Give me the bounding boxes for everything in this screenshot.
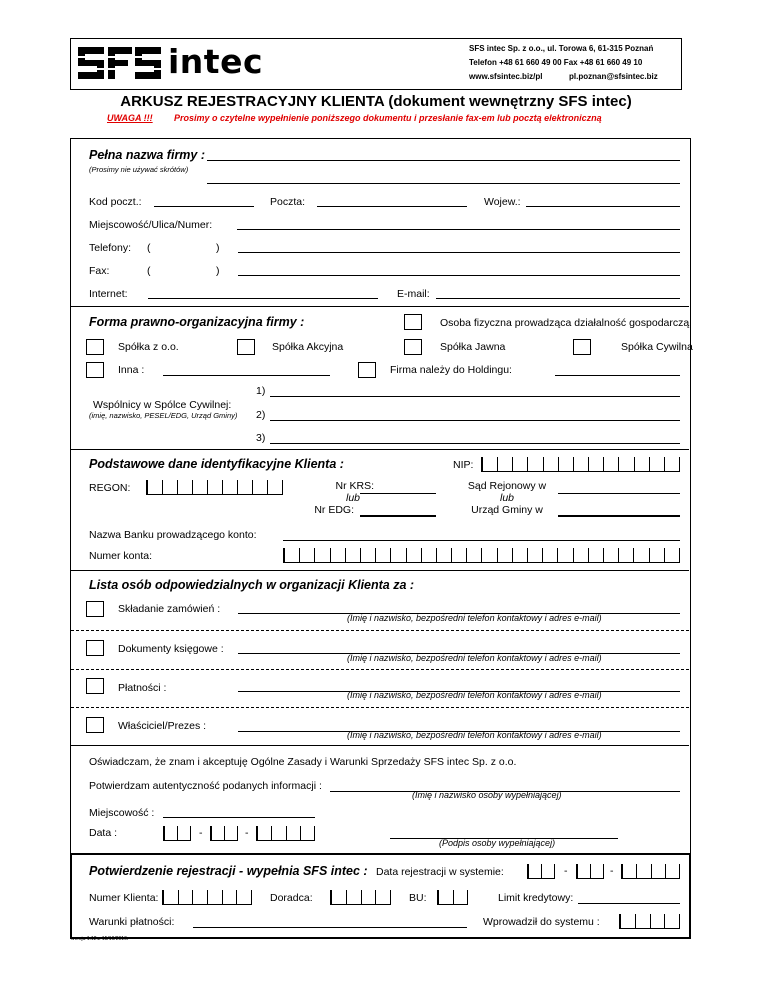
holding-checkbox[interactable] <box>358 362 376 378</box>
payments-hint: (Imię i nazwisko, bezpośredni telefon kontaktowy i adres e-mail) <box>347 690 602 700</box>
partner-field-1[interactable] <box>270 396 680 397</box>
postcode-field[interactable] <box>154 206 254 207</box>
partner-num-3: 3) <box>256 432 266 444</box>
company-email[interactable]: pl.poznan@sfsintec.biz <box>569 72 658 81</box>
address-field[interactable] <box>237 229 680 230</box>
payment-field[interactable] <box>193 927 467 928</box>
phone-label: Telefony: <box>89 242 132 254</box>
internet-label: Internet: <box>89 288 128 300</box>
declaration-statement: Oświadczam, że znam i akceptuję Ogólne Zasady i Warunki Sprzedaży SFS intec Sp. z o.o. <box>89 756 517 768</box>
payments-checkbox[interactable] <box>86 678 104 694</box>
advisor-label: Doradca: <box>270 892 313 904</box>
civil-partnership-checkbox[interactable] <box>573 339 591 355</box>
confirm-label: Potwierdzam autentyczność podanych informacji : <box>89 780 322 792</box>
general-partnership-label: Spółka Jawna <box>440 341 506 353</box>
nip-label: NIP: <box>453 459 474 471</box>
gmina-field[interactable] <box>558 515 680 517</box>
llc-checkbox[interactable] <box>86 339 104 355</box>
entered-label: Wprowadził do systemu : <box>483 916 600 928</box>
persons-divider <box>71 630 689 631</box>
orders-hint: (Imię i nazwisko, bezpośredni telefon kontaktowy i adres e-mail) <box>347 613 602 623</box>
full-name-hint: (Prosimy nie używać skrótów) <box>89 165 189 174</box>
company-address: SFS intec Sp. z o.o., ul. Torowa 6, 61-315 Poznań <box>469 44 654 53</box>
warning-label: UWAGA !!! <box>107 113 153 123</box>
logo-wordmark: intec <box>168 42 264 81</box>
court-field[interactable] <box>558 493 680 494</box>
warning-text: Prosimy o czytelne wypełnienie poniższego dokumentu i przesłanie fax-em lub pocztą elektroniczną <box>174 113 602 123</box>
full-name-label: Pełna nazwa firmy : <box>89 148 206 162</box>
account-field[interactable] <box>283 548 680 563</box>
date-month-field[interactable] <box>210 826 238 841</box>
full-name-field-1[interactable] <box>207 160 680 161</box>
full-name-field-2[interactable] <box>207 183 680 184</box>
orders-checkbox[interactable] <box>86 601 104 617</box>
advisor-field[interactable] <box>330 890 391 905</box>
account-label: Numer konta: <box>89 550 153 562</box>
phone-close-paren: ) <box>216 242 220 254</box>
email-field[interactable] <box>436 298 680 299</box>
entered-field[interactable] <box>619 914 680 929</box>
accounting-checkbox[interactable] <box>86 640 104 656</box>
owner-hint: (Imię i nazwisko, bezpośredni telefon kontaktowy i adres e-mail) <box>347 730 602 740</box>
divider <box>71 449 689 450</box>
owner-label: Właściciel/Prezes : <box>118 720 207 732</box>
holding-label: Firma należy do Holdingu: <box>390 364 512 376</box>
persons-divider <box>71 707 689 708</box>
ident-section-title: Podstawowe dane identyfikacyjne Klienta : <box>89 457 344 471</box>
bank-field[interactable] <box>283 540 680 541</box>
client-no-field[interactable] <box>162 890 252 905</box>
partner-field-2[interactable] <box>270 420 680 421</box>
orders-label: Składanie zamówień : <box>118 603 221 615</box>
other-field[interactable] <box>163 375 330 376</box>
client-no-label: Numer Klienta: <box>89 892 159 904</box>
jsc-checkbox[interactable] <box>237 339 255 355</box>
accounting-hint: (Imię i nazwisko, bezpośredni telefon kontaktowy i adres e-mail) <box>347 653 602 663</box>
krs-field[interactable] <box>360 493 436 494</box>
bu-field[interactable] <box>437 890 468 905</box>
general-partnership-checkbox[interactable] <box>404 339 422 355</box>
legal-section-title: Forma prawno-organizacyjna firmy : <box>89 315 305 329</box>
date-label: Data : <box>89 827 118 839</box>
form-title: ARKUSZ REJESTRACYJNY KLIENTA (dokument wewnętrzny SFS intec) <box>120 93 632 110</box>
credit-field[interactable] <box>578 903 680 904</box>
other-checkbox[interactable] <box>86 362 104 378</box>
date-year-field[interactable] <box>256 826 315 841</box>
other-label: Inna : <box>118 364 145 376</box>
persons-divider <box>71 669 689 670</box>
fax-label: Fax: <box>89 265 110 277</box>
court-line-3: Urząd Gminy w <box>471 504 543 516</box>
payment-label: Warunki płatności: <box>89 916 175 928</box>
regon-field[interactable] <box>146 480 283 495</box>
place-field[interactable] <box>163 817 315 818</box>
confirm-hint: (Imię i nazwisko osoby wypełniającej) <box>412 790 562 800</box>
court-line-1: Sąd Rejonowy w <box>467 480 547 492</box>
main-frame <box>70 138 691 855</box>
edg-field[interactable] <box>360 515 436 517</box>
province-field[interactable] <box>526 206 680 207</box>
owner-checkbox[interactable] <box>86 717 104 733</box>
version-text: wersja 1.12.z 15/10/2010r <box>71 936 129 942</box>
place-label: Miejscowość : <box>89 807 155 819</box>
address-label: Miejscowość/Ulica/Numer: <box>89 219 213 231</box>
sole-trader-checkbox[interactable] <box>404 314 422 330</box>
jsc-label: Spółka Akcyjna <box>272 341 344 353</box>
holding-field[interactable] <box>555 375 680 376</box>
divider <box>71 306 689 307</box>
post-label: Poczta: <box>270 196 306 208</box>
krs-line-1: Nr KRS: <box>335 480 374 492</box>
llc-label: Spółka z o.o. <box>118 341 179 353</box>
reg-date-label: Data rejestracji w systemie: <box>376 866 504 878</box>
accounting-label: Dokumenty księgowe : <box>118 643 224 655</box>
persons-section-title: Lista osób odpowiedzialnych w organizacji Klienta za : <box>89 578 415 592</box>
court-line-2: lub <box>499 492 514 504</box>
internet-field[interactable] <box>148 298 378 299</box>
partners-label: Wspólnicy w Spólce Cywilnej: <box>93 399 232 411</box>
company-phone: Telefon +48 61 660 49 00 Fax +48 61 660 49 10 <box>469 58 643 67</box>
partner-num-2: 2) <box>256 409 266 421</box>
fax-field[interactable] <box>238 275 680 276</box>
post-field[interactable] <box>317 206 467 207</box>
date-dash-1: - <box>199 827 203 839</box>
company-www[interactable]: www.sfsintec.biz/pl <box>469 72 543 81</box>
partner-field-3[interactable] <box>270 443 680 444</box>
sole-trader-label: Osoba fizyczna prowadząca działalność gospodarczą <box>440 317 690 329</box>
credit-label: Limit kredytowy: <box>498 892 574 904</box>
partners-hint: (imię, nazwisko, PESEL/EDG, Urząd Gminy) <box>89 411 238 420</box>
krs-line-2: lub <box>345 492 360 504</box>
nip-field[interactable] <box>481 457 680 472</box>
divider <box>71 570 689 571</box>
civil-partnership-label: Spółka Cywilna <box>621 341 693 353</box>
date-day-field[interactable] <box>163 826 191 841</box>
fax-close-paren: ) <box>216 265 220 277</box>
krs-line-3: Nr EDG: <box>314 504 354 516</box>
phone-open-paren: ( <box>147 242 151 254</box>
payments-label: Płatności : <box>118 682 167 694</box>
reg-month-field[interactable] <box>576 864 604 879</box>
signature-hint: (Podpis osoby wypełniającej) <box>439 838 556 848</box>
divider <box>71 745 689 746</box>
regon-label: REGON: <box>89 482 131 494</box>
internal-section-title: Potwierdzenie rejestracji - wypełnia SFS intec : <box>89 864 368 878</box>
reg-year-field[interactable] <box>621 864 680 879</box>
partner-num-1: 1) <box>256 385 266 397</box>
fax-open-paren: ( <box>147 265 151 277</box>
reg-dash-2: - <box>610 865 614 877</box>
postcode-label: Kod poczt.: <box>89 196 142 208</box>
bu-label: BU: <box>409 892 427 904</box>
date-dash-2: - <box>245 827 249 839</box>
phone-field[interactable] <box>238 252 680 253</box>
reg-day-field[interactable] <box>527 864 555 879</box>
reg-dash-1: - <box>564 865 568 877</box>
province-label: Wojew.: <box>484 196 521 208</box>
email-label: E-mail: <box>397 288 430 300</box>
bank-label: Nazwa Banku prowadzącego konto: <box>89 529 257 541</box>
